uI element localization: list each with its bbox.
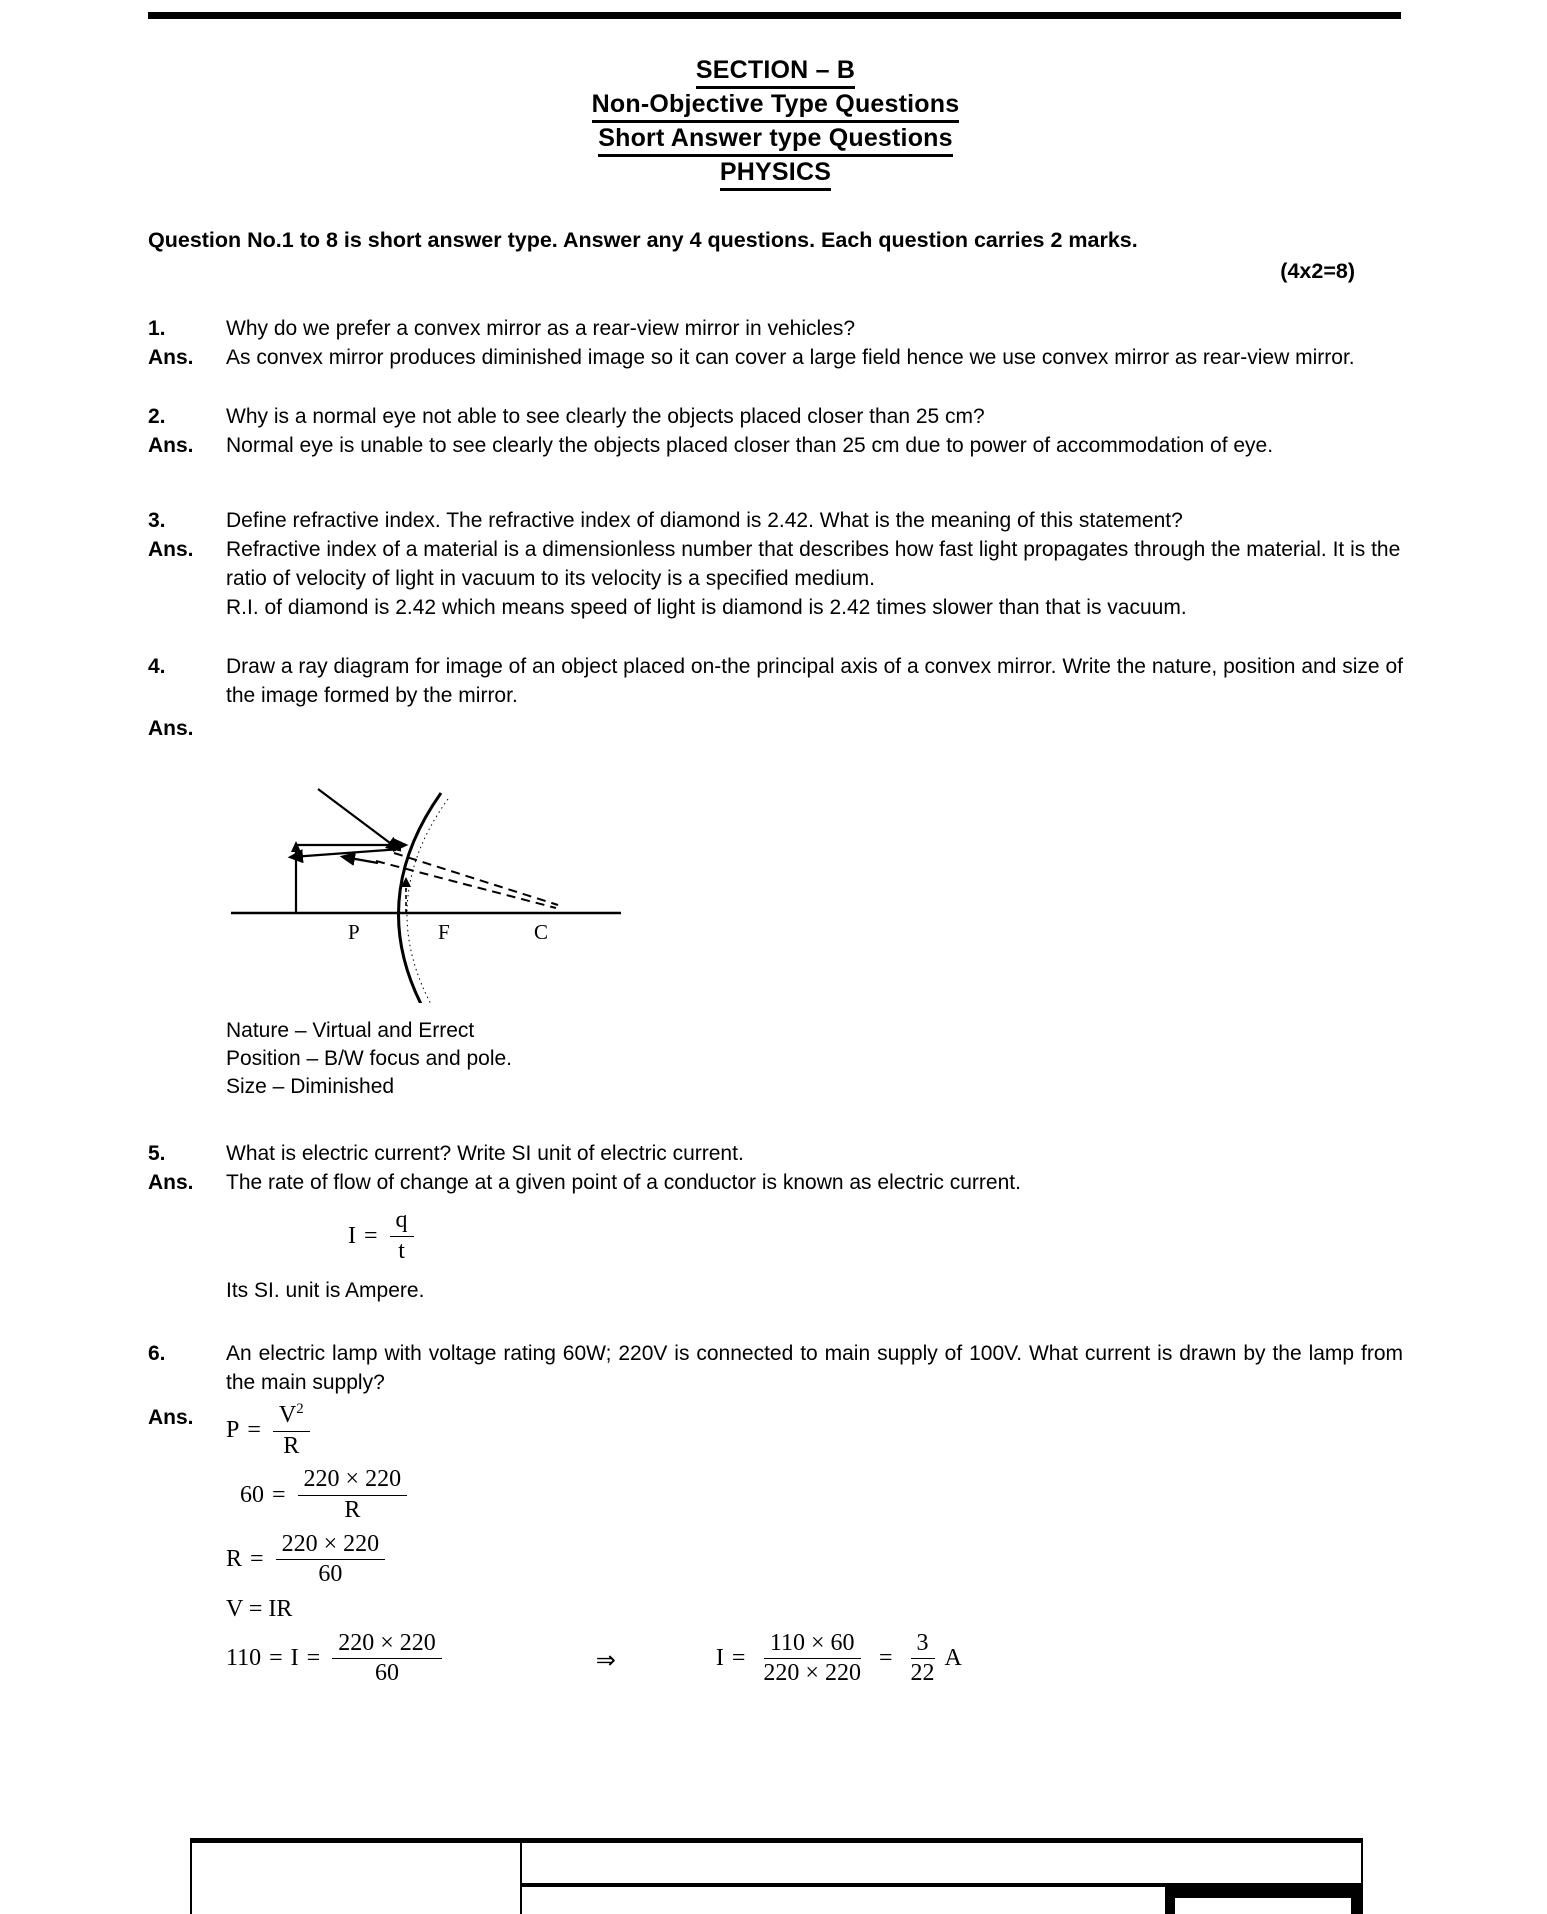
line6-numerator-1: 110 × 60 (764, 1630, 861, 1660)
line2-fraction (298, 1466, 408, 1524)
line1-numerator (273, 1401, 310, 1432)
si-unit-text: Its SI. unit is Ampere. (226, 1279, 425, 1303)
line5-mid: I (290, 1645, 299, 1672)
derivation-line-1 (226, 1401, 962, 1460)
line3-fraction (276, 1531, 386, 1589)
line5-denominator: 60 (374, 1660, 399, 1687)
line4-text: V = IR (226, 1595, 293, 1622)
answer-text: Normal eye is unable to see clearly the objects placed closer than 25 cm due to power of accommodation of eye. (226, 434, 1274, 457)
question-number: 4. (148, 655, 166, 678)
heading-subject-text: PHYSICS (720, 157, 831, 191)
question-row (148, 652, 1403, 710)
line5-lhs: 110 (226, 1645, 262, 1672)
heading-short-answer-text: Short Answer type Questions (598, 123, 953, 157)
current-formula (348, 1207, 1403, 1265)
heading-non-objective (148, 89, 1403, 123)
question-block-5 (148, 1139, 1403, 1305)
answer-text-line-1: Refractive index of a material is a dimensionless number that describes how fast light propagates through the material. It is the ratio of velocity of light in vacuum to its velocity is a specified medium. (226, 538, 1401, 590)
marks-notation: (4x2=8) (1280, 259, 1355, 283)
instruction-line: Question No.1 to 8 is short answer type. Answer any 4 questions. Each question carries 2 marks. (148, 228, 1138, 252)
bottom-table (190, 1838, 1363, 1914)
line5-fraction (332, 1630, 442, 1688)
line6-equals-2: = (878, 1645, 893, 1672)
formula-equals: = (364, 1222, 378, 1249)
line5-left (226, 1630, 446, 1688)
question-row (148, 402, 1403, 431)
reflected-ray-1 (292, 849, 401, 857)
line3-equals: = (250, 1546, 264, 1573)
line6-denominator-1: 220 × 220 (763, 1660, 861, 1687)
answer-row (148, 535, 1403, 622)
question-row (148, 1139, 1403, 1168)
line3-denominator: 60 (318, 1561, 343, 1588)
question-number: 5. (148, 1142, 166, 1165)
line2-denominator: R (344, 1496, 361, 1523)
question-text: Why is a normal eye not able to see clearly the objects placed closer than 25 cm? (226, 405, 985, 428)
line5-numerator: 220 × 220 (332, 1630, 442, 1660)
answer-row (148, 431, 1403, 460)
question-number: 1. (148, 317, 166, 340)
heading-section-text: SECTION – B (696, 55, 855, 89)
bottom-table-row-top (522, 1843, 1361, 1887)
image-position: Position – B/W focus and pole. (226, 1047, 512, 1070)
formula-fraction (390, 1207, 414, 1265)
line6-unit: A (944, 1645, 962, 1672)
virtual-ray-1 (394, 853, 558, 905)
line1-num-base: V (278, 1402, 297, 1429)
answer-text: As convex mirror produces diminished image so it can cover a large field hence we use convex mirror as rear-view mirror. (226, 346, 1355, 369)
question-row (148, 506, 1403, 535)
heading-non-objective-text: Non-Objective Type Questions (592, 89, 960, 123)
answer-label: Ans. (148, 1171, 194, 1194)
line1-num-exponent: 2 (296, 1401, 304, 1418)
derivation-line-4 (226, 1595, 962, 1624)
line6-equals-1: = (731, 1645, 746, 1672)
answer-row (148, 343, 1403, 372)
line1-denominator: R (283, 1432, 300, 1459)
image-nature: Nature – Virtual and Errect (226, 1019, 475, 1042)
line1-lhs: P (226, 1417, 240, 1444)
page-headings (148, 55, 1403, 191)
line1-equals: = (247, 1417, 261, 1444)
question-block-6 (148, 1339, 1403, 1694)
line6-denominator-2: 22 (910, 1660, 935, 1687)
question-text: Draw a ray diagram for image of an object placed on-the principal axis of a convex mirror. Write the nature, position and size of the image formed by the mirror. (226, 655, 1403, 707)
question-number: 3. (148, 509, 166, 532)
q6-derivation (226, 1401, 962, 1694)
line6-lhs: I (715, 1645, 724, 1672)
question-text: What is electric current? Write SI unit of electric current. (226, 1142, 744, 1165)
question-text: An electric lamp with voltage rating 60W; 220V is connected to main supply of 100V. What current is drawn by the lamp from the main supply? (226, 1342, 1403, 1395)
question-number: 6. (148, 1342, 166, 1366)
derivation-line-5 (226, 1630, 962, 1694)
answer-row (148, 1168, 1403, 1197)
question-row (148, 314, 1403, 343)
line6-right (716, 1630, 962, 1688)
ray-diagram-svg (226, 753, 626, 1003)
incident-ray-oblique (318, 789, 398, 849)
bottom-table-column-right (522, 1843, 1361, 1914)
question-block-2 (148, 402, 1403, 460)
fraction-numerator: q (390, 1207, 414, 1237)
formula-lhs: I (348, 1222, 356, 1249)
answer-label: Ans. (148, 717, 194, 740)
line1-fraction (273, 1401, 310, 1460)
answer-label: Ans. (148, 346, 194, 369)
answer-label: Ans. (148, 434, 194, 457)
derivation-line-2 (240, 1466, 962, 1524)
line3-numerator: 220 × 220 (276, 1531, 386, 1561)
fraction-denominator: t (398, 1237, 405, 1264)
label-focus: F (438, 920, 450, 944)
question-text: Define refractive index. The refractive index of diamond is 2.42. What is the meaning of this statement? (226, 509, 1183, 532)
mirror-hatching (407, 799, 448, 1003)
convex-mirror-ray-diagram (226, 753, 1403, 1011)
answer-text-line-2: R.I. of diamond is 2.42 which means speed of light is diamond is 2.42 times slower than that is vacuum. (226, 596, 1187, 619)
label-pole: P (348, 920, 360, 944)
object-arrow-head (291, 841, 301, 852)
line6-fraction-2 (905, 1630, 941, 1688)
question-block-1 (148, 314, 1403, 372)
answer-row (148, 1397, 1403, 1694)
question-row (148, 1339, 1403, 1397)
question-block-3 (148, 506, 1403, 622)
document-content (148, 55, 1403, 1694)
mirror-arc (399, 793, 442, 1003)
image-size: Size – Diminished (226, 1075, 395, 1098)
image-characteristics (226, 1017, 1403, 1101)
implies-arrow: ⇒ (595, 1648, 616, 1675)
question-text: Why do we prefer a convex mirror as a rear-view mirror in vehicles? (226, 317, 856, 340)
line2-numerator: 220 × 220 (298, 1466, 408, 1496)
heading-section (148, 55, 1403, 89)
answer-row (148, 714, 1403, 743)
line6-numerator-2: 3 (911, 1630, 935, 1660)
answer-label: Ans. (148, 1406, 194, 1430)
reflected-ray-2 (344, 857, 378, 863)
line5-equals-2: = (306, 1645, 321, 1672)
answer-text: The rate of flow of change at a given point of a conductor is known as electric current. (226, 1171, 1021, 1194)
answer-body (226, 535, 1403, 622)
line5-equals-1: = (269, 1645, 283, 1672)
answer-label: Ans. (148, 538, 194, 561)
bottom-table-row-bottom (522, 1887, 1361, 1914)
derivation-line-3 (226, 1531, 962, 1589)
question-block-4 (148, 652, 1403, 1101)
line3-lhs: R (226, 1546, 243, 1573)
question-number: 2. (148, 405, 166, 428)
line2-lhs: 60 (240, 1481, 264, 1508)
label-centre: C (534, 920, 549, 944)
bottom-table-column-left (192, 1843, 522, 1914)
line6-fraction-1 (757, 1630, 867, 1688)
heading-subject (148, 157, 1403, 191)
line2-equals: = (272, 1481, 286, 1508)
bottom-table-black-block (1165, 1887, 1361, 1914)
top-horizontal-rule (148, 12, 1401, 19)
heading-short-answer (148, 123, 1403, 157)
